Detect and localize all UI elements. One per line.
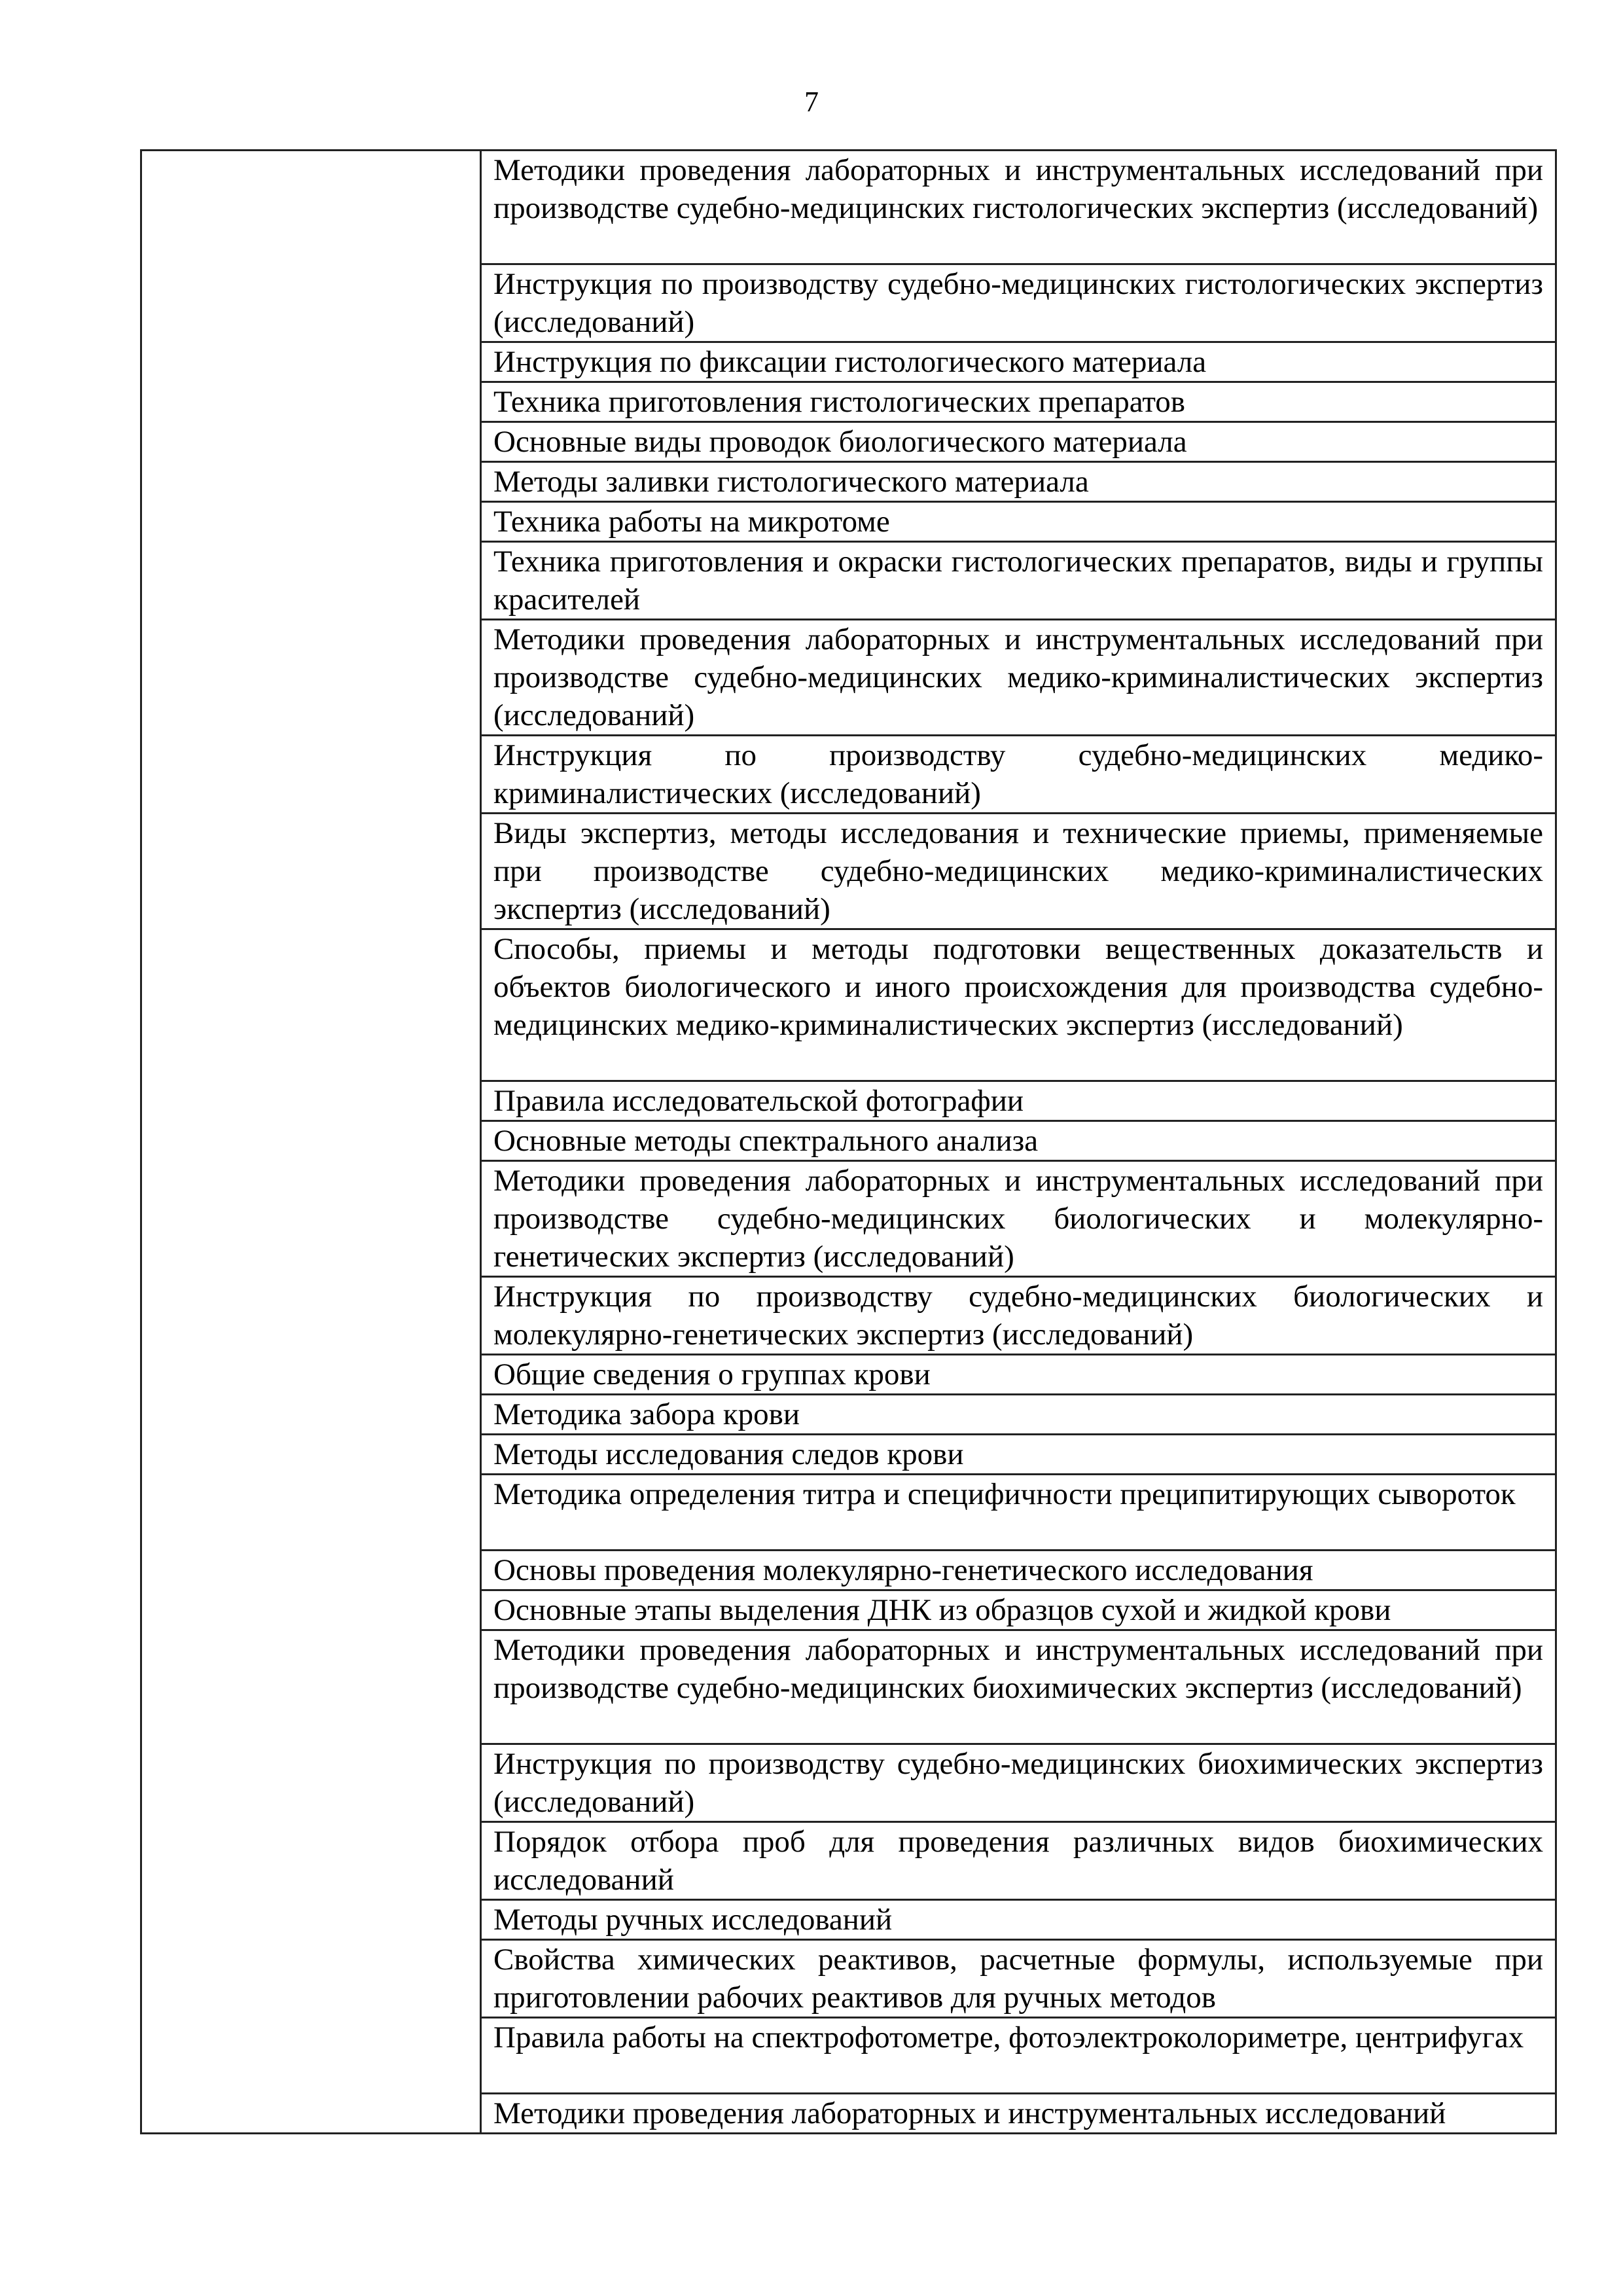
table-cell: Основные методы спектрального анализа	[481, 1121, 1556, 1161]
table-cell: Методы исследования следов крови	[481, 1435, 1556, 1475]
table-cell: Основные этапы выделения ДНК из образцов сухой и жидкой крови	[481, 1590, 1556, 1630]
table-cell: Инструкция по производству судебно-медицинских биохимических экспертиз (исследований)	[481, 1744, 1556, 1822]
table-cell: Виды экспертиз, методы исследования и технические приемы, применяемые при производстве судебно-медицинских медико-криминалистических экспертиз (исследований)	[481, 814, 1556, 929]
table-cell: Техника работы на микротоме	[481, 502, 1556, 542]
table-cell: Техника приготовления гистологических препаратов	[481, 382, 1556, 422]
table-cell: Методики проведения лабораторных и инструментальных исследований при производстве судебно-медицинских биохимических экспертиз (исследований)	[481, 1630, 1556, 1744]
table-cell: Техника приготовления и окраски гистологических препаратов, виды и группы красителей	[481, 542, 1556, 620]
table-cell: Правила исследовательской фотографии	[481, 1081, 1556, 1121]
table-cell: Инструкция по фиксации гистологического материала	[481, 342, 1556, 382]
table-cell: Способы, приемы и методы подготовки вещественных доказательств и объектов биологического и иного происхождения для производства судебно-медицинских медико-криминалистических экспертиз (исследований)	[481, 929, 1556, 1081]
table-cell: Методики проведения лабораторных и инструментальных исследований	[481, 2094, 1556, 2134]
table-cell: Свойства химических реактивов, расчетные формулы, используемые при приготовлении рабочих реактивов для ручных методов	[481, 1940, 1556, 2018]
table-cell: Инструкция по производству судебно-медицинских медико-криминалистических (исследований)	[481, 736, 1556, 814]
content-table	[140, 149, 1557, 2134]
table-row	[141, 151, 1556, 264]
table-cell: Основные виды проводок биологического материала	[481, 422, 1556, 462]
table-cell: Методика определения титра и специфичности преципитирующих сывороток	[481, 1475, 1556, 1551]
table-cell: Общие сведения о группах крови	[481, 1355, 1556, 1395]
table-cell: Методика забора крови	[481, 1395, 1556, 1435]
table-cell: Методики проведения лабораторных и инструментальных исследований при производстве судебно-медицинских биологических и молекулярно-генетических экспертиз (исследований)	[481, 1161, 1556, 1277]
table-cell: Правила работы на спектрофотометре, фотоэлектроколориметре, центрифугах	[481, 2018, 1556, 2094]
table-cell: Методики проведения лабораторных и инструментальных исследований при производстве судебно-медицинских медико-криминалистических экспертиз (исследований)	[481, 620, 1556, 736]
table-cell: Инструкция по производству судебно-медицинских биологических и молекулярно-генетических экспертиз (исследований)	[481, 1277, 1556, 1355]
table-cell: Порядок отбора проб для проведения различных видов биохимических исследований	[481, 1822, 1556, 1900]
table-cell: Методики проведения лабораторных и инструментальных исследований при производстве судебно-медицинских гистологических экспертиз (исследований)	[481, 151, 1556, 264]
empty-left-cell	[141, 151, 481, 2134]
page-number: 7	[804, 86, 819, 118]
table-cell: Инструкция по производству судебно-медицинских гистологических экспертиз (исследований)	[481, 264, 1556, 342]
table-cell: Методы ручных исследований	[481, 1900, 1556, 1940]
table-cell: Методы заливки гистологического материала	[481, 462, 1556, 502]
table-cell: Основы проведения молекулярно-генетического исследования	[481, 1551, 1556, 1590]
